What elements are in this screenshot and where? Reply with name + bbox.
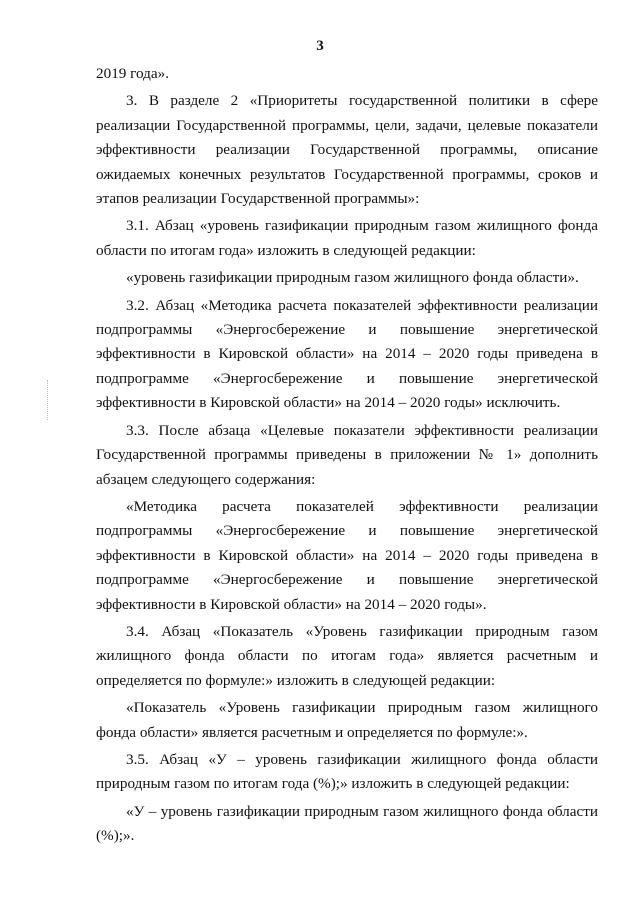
- page-number: 3: [316, 38, 324, 54]
- document-body: [96, 62, 598, 852]
- paragraph-item-3-2: 3.2. Абзац «Методика расчета показателей эффективности реализации подпрограммы «Энергосбережение и повышение энергетической эффективности в Кировской области» на 2014 – 2020 годы приведена в подпрограмме «Энергосбережение и повышение энергетической эффективности в Кировской области» на 2014 – 2020 годы» исключить.: [96, 296, 598, 412]
- paragraph-quote-3-4: «Показатель «Уровень газификации природным газом жилищного фонда области» является расчетным и определяется по формуле:».: [96, 699, 598, 741]
- margin-scan-mark: [47, 380, 49, 420]
- paragraph-continuation: 2019 года».: [96, 65, 170, 82]
- paragraph-item-3-5: 3.5. Абзац «У – уровень газификации жилищного фонда области природным газом по итогам года (%);» изложить в следующей редакции:: [96, 750, 598, 793]
- paragraph-item-3-4: 3.4. Абзац «Показатель «Уровень газификации природным газом жилищного фонда области по итогам года» является расчетным и определяется по формуле:» изложить в следующей редакции:: [96, 622, 598, 689]
- paragraph-quote-3-1: «уровень газификации природным газом жилищного фонда области».: [126, 269, 579, 287]
- paragraph-item-3-1: 3.1. Абзац «уровень газификации природным газом жилищного фонда области по итогам года» изложить в следующей редакции:: [96, 217, 598, 259]
- paragraph-item-3-3: 3.3. После абзаца «Целевые показатели эффективности реализации Государственной программы приведены в приложении № 1» дополнить абзацем следующего содержания:: [96, 421, 598, 488]
- paragraph-quote-3-5: «У – уровень газификации природным газом жилищного фонда области (%);».: [96, 802, 598, 845]
- paragraph-quote-3-3: «Методика расчета показателей эффективности реализации подпрограммы «Энергосбережение и повышение энергетической эффективности в Кировской области» на 2014 – 2020 годы приведена в подпрограмме «Энергосбережение и повышение энергетической эффективности в Кировской области» на 2014 – 2020 годы».: [96, 497, 598, 613]
- paragraph-item-3: 3. В разделе 2 «Приоритеты государственной политики в сфере реализации Государственной программы, цели, задачи, целевые показатели эффективности реализации Государственной программы, описание ожидаемых конечных результатов Государственной программы, сроков и этапов реализации Государственной программы»:: [96, 92, 598, 208]
